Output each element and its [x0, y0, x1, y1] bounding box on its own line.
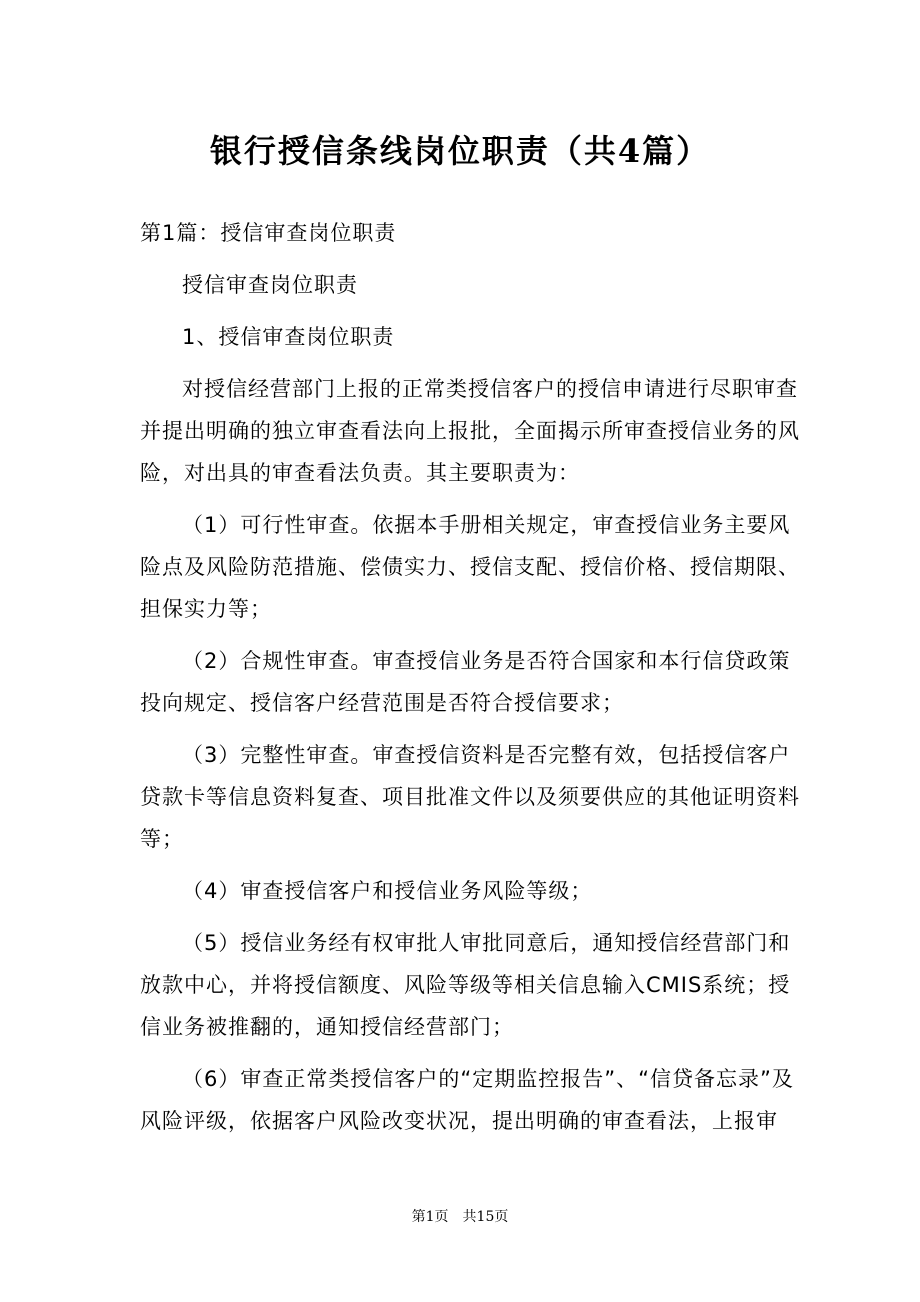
paragraph: （5）授信业务经有权审批人审批同意后，通知授信经营部门和放款中心，并将授信额度、风险等级等相关信息输入CMIS系统；授信业务被推翻的，通知授信经营部门；: [140, 931, 791, 1039]
paragraph: 授信审查岗位职责: [182, 273, 358, 297]
document-title: 银行授信条线岗位职责（共4篇）: [209, 132, 711, 170]
page-footer: 第1页 共15页: [411, 1209, 509, 1225]
paragraph: （1）可行性审查。依据本手册相关规定，审查授信业务主要风险点及风险防范措施、偿债实力、授信支配、授信价格、授信期限、担保实力等；: [140, 513, 800, 621]
document-body: [140, 212, 800, 1152]
paragraph: （6）审查正常类授信客户的“定期监控报告”、“信贷备忘录”及风险评级，依据客户风险改变状况，提出明确的审查看法，上报审: [140, 1067, 794, 1133]
paragraph: 对授信经营部门上报的正常类授信客户的授信申请进行尽职审查并提出明确的独立审查看法向上报批，全面揭示所审查授信业务的风险，对出具的审查看法负责。其主要职责为：: [140, 377, 800, 485]
paragraph: （2）合规性审查。审查授信业务是否符合国家和本行信贷政策投向规定、授信客户经营范围是否符合授信要求；: [140, 649, 791, 715]
section-heading: 第1篇：授信审查岗位职责: [140, 221, 397, 245]
paragraph: 1、授信审查岗位职责: [182, 325, 395, 349]
paragraph: （3）完整性审查。审查授信资料是否完整有效，包括授信客户贷款卡等信息资料复查、项目批准文件以及须要供应的其他证明资料等；: [140, 743, 800, 851]
paragraph: （4）审查授信客户和授信业务风险等级；: [182, 879, 593, 903]
